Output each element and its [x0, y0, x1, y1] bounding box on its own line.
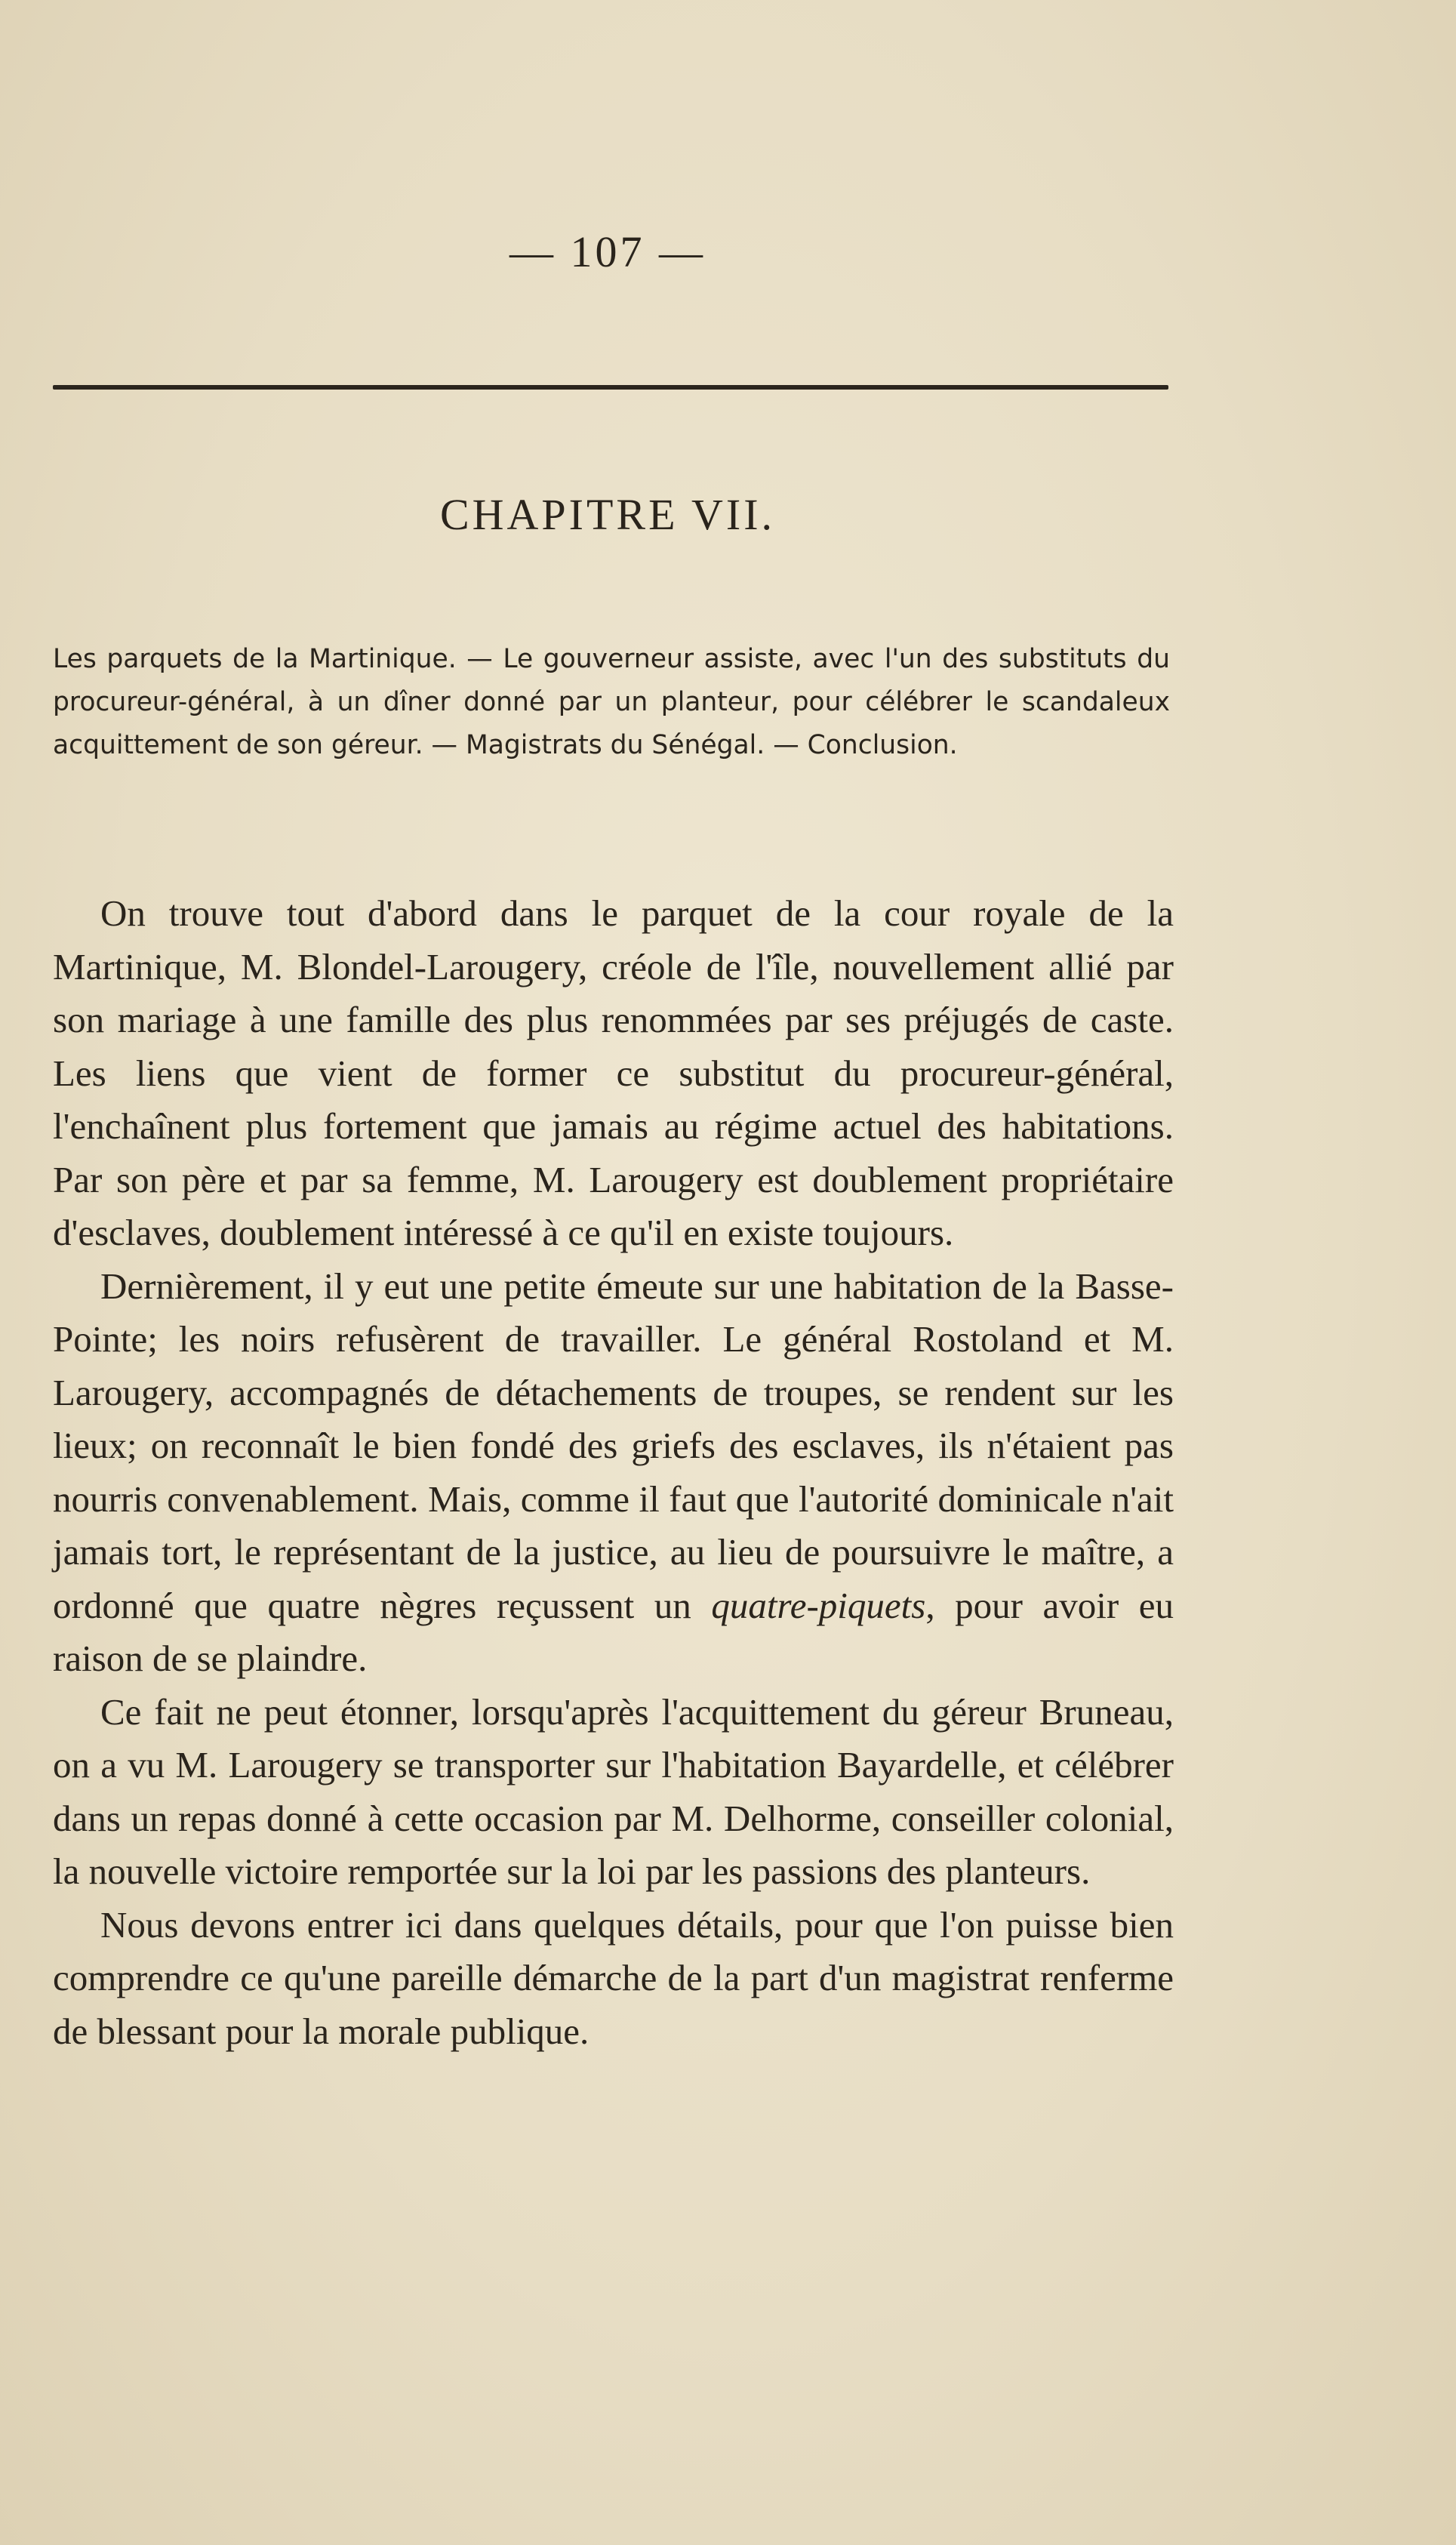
paragraph-2-italic-term: quatre-piquets [711, 1584, 926, 1626]
paragraph-2 [53, 1260, 1174, 1686]
paragraph-4: Nous devons entrer ici dans quelques détails, pour que l'on puisse bien comprendre ce qu'une pareille démarche de la part d'un magistrat renferme de blessant pour la morale publique. [53, 1903, 1174, 2052]
page-number: — 107 — [509, 227, 706, 276]
body-text [53, 887, 1174, 2058]
chapter-title: CHAPITRE VII. [439, 490, 776, 539]
paragraph-1: On trouve tout d'abord dans le parquet de la cour royale de la Martinique, M. Blondel-Larougery, créole de l'île, nouvellement allié par son mariage à une famille des plus renommées par ses préjugés de caste. Les liens que vient de former ce substitut du procureur-général, l'enchaînent plus fortement que jamais au régime actuel des habitations. Par son père et par sa femme, M. Larougery est doublement propriétaire d'esclaves, doublement intéressé à ce qu'il en existe toujours. [53, 892, 1174, 1253]
chapter-summary: Les parquets de la Martinique. — Le gouverneur assiste, avec l'un des substituts du procureur-général, à un dîner donné par un planteur, pour célébrer le scandaleux acquittement de son géreur. — Magistrats du Sénégal. — Conclusion. [53, 644, 1170, 760]
paragraph-2-text-after: , pour avoir eu raison de se plaindre. [53, 1584, 1174, 1679]
paragraph-2-text-before: Dernièrement, il y eut une petite émeute sur une habitation de la Basse-Pointe; les noirs refusèrent de travailler. Le général Rostoland et M. Larougery, accompagnés de détachements de troupes, se rendent sur les lieux; on reconnaît le bien fondé des griefs des esclaves, ils n'étaient pas nourris convenablement. Mais, comme il faut que l'autorité dominicale n'ait jamais tort, le représentant de la justice, au lieu de poursuivre le maître, a ordonné que quatre nègres reçussent un [53, 1265, 1174, 1626]
paragraph-3: Ce fait ne peut étonner, lorsqu'après l'acquittement du géreur Bruneau, on a vu M. Larougery se transporter sur l'habitation Bayardelle, et célébrer dans un repas donné à cette occasion par M. Delhorme, conseiller colonial, la nouvelle victoire remportée sur la loi par les passions des planteurs. [53, 1690, 1174, 1892]
header-rule [53, 385, 1168, 390]
